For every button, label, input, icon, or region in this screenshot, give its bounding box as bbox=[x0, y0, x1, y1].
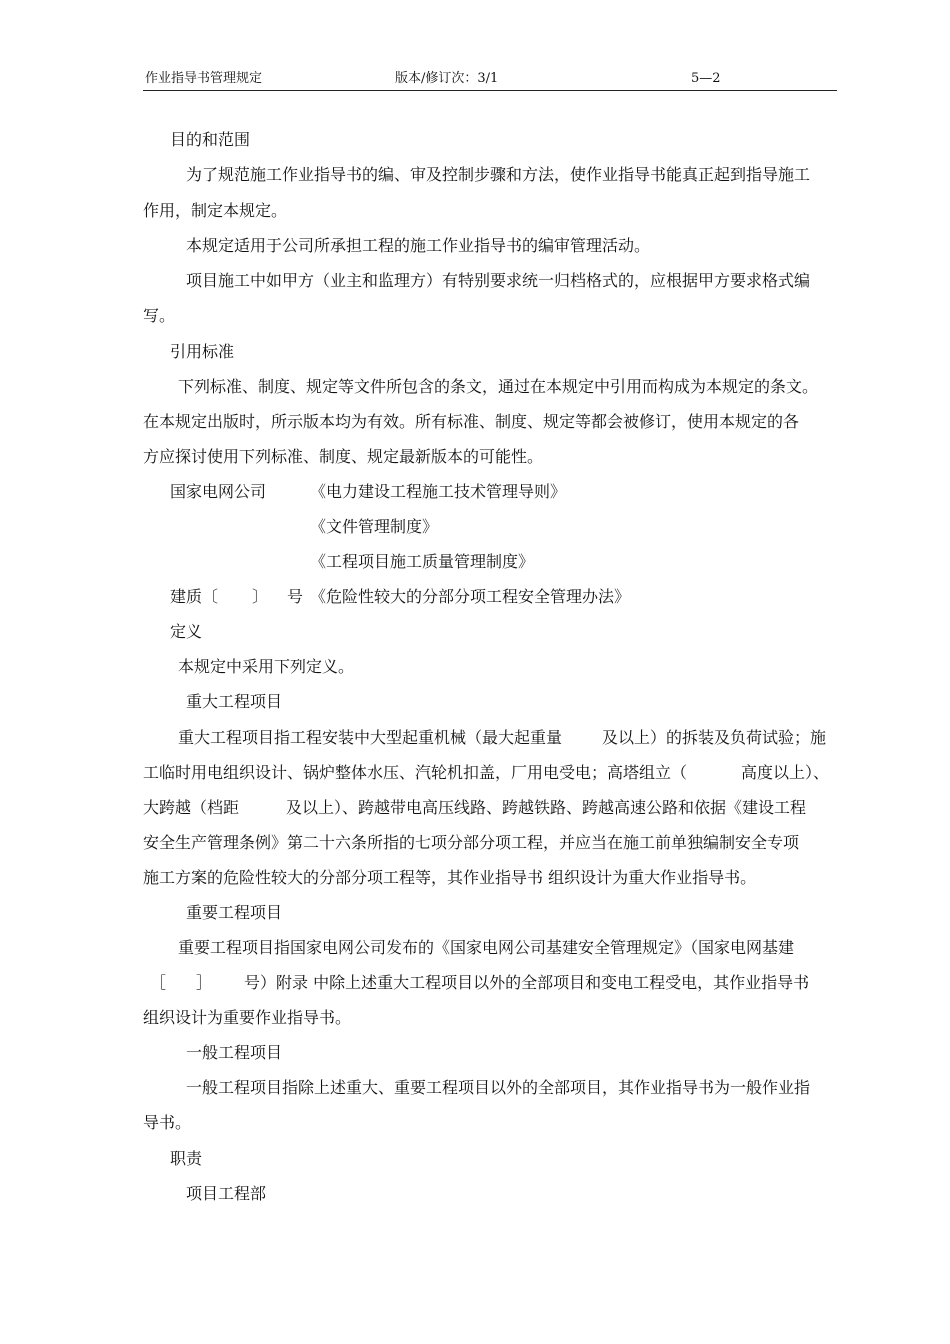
major-line-5: 施工方案的危险性较大的分部分项工程等，其作业指导书 组织设计为重大作业指导书。 bbox=[143, 868, 757, 887]
major-line-2b: 高度以上）、 bbox=[741, 763, 830, 782]
page-header bbox=[143, 70, 837, 91]
general-line-1: 一般工程项目指除上述重大、重要工程项目以外的全部项目，其作业指导书为一般作业指 bbox=[186, 1078, 811, 1097]
header-page-number: 5—2 bbox=[691, 71, 721, 86]
jianzhi-hao: 号 bbox=[287, 587, 304, 606]
references-paragraph-line-2: 在本规定出版时，所示版本均为有效。所有标准、制度、规定等都会被修订，使用本规定的各 bbox=[143, 412, 800, 431]
purpose-paragraph-3-line-1: 项目施工中如甲方（业主和监理方）有特别要求统一归档格式的，应根据甲方要求格式编 bbox=[186, 271, 811, 290]
header-doc-title: 作业指导书管理规定 bbox=[145, 71, 263, 86]
subheading-general-project: 一般工程项目 bbox=[186, 1043, 283, 1062]
subheading-important-project: 重要工程项目 bbox=[186, 903, 283, 922]
subheading-project-department: 项目工程部 bbox=[186, 1184, 267, 1203]
section-heading-definitions: 定义 bbox=[170, 622, 203, 641]
important-line-2b: ］ bbox=[196, 973, 213, 992]
section-heading-purpose: 目的和范围 bbox=[170, 130, 251, 149]
section-heading-references: 引用标准 bbox=[170, 342, 235, 361]
references-paragraph-line-3: 方应探讨使用下列标准、制度、规定最新版本的可能性。 bbox=[143, 447, 544, 466]
important-line-2a: ［ bbox=[150, 973, 167, 992]
reference-issuer: 国家电网公司 bbox=[170, 482, 267, 501]
important-line-3: 组织设计为重要作业指导书。 bbox=[143, 1008, 352, 1027]
reference-title: 《工程项目施工质量管理制度》 bbox=[310, 552, 535, 571]
references-paragraph-line-1: 下列标准、制度、规定等文件所包含的条文，通过在本规定中引用而构成为本规定的条文。 bbox=[178, 377, 819, 396]
purpose-paragraph-2: 本规定适用于公司所承担工程的施工作业指导书的编审管理活动。 bbox=[186, 236, 651, 255]
major-line-1a: 重大工程项目指工程安装中大型起重机械（最大起重量 bbox=[178, 728, 563, 747]
purpose-paragraph-1-line-1: 为了规范施工作业指导书的编、审及控制步骤和方法，使作业指导书能真正起到指导施工 bbox=[186, 165, 811, 184]
jianzhi-title: 《危险性较大的分部分项工程安全管理办法》 bbox=[310, 587, 631, 606]
purpose-paragraph-1-line-2: 作用，制定本规定。 bbox=[143, 201, 288, 220]
major-line-3a: 大跨越（档距 bbox=[143, 798, 240, 817]
important-line-2c: 号）附录 中除上述重大工程项目以外的全部项目和变电工程受电，其作业指导书 bbox=[244, 973, 810, 992]
reference-title: 《电力建设工程施工技术管理导则》 bbox=[310, 482, 567, 501]
jianzhi-prefix: 建质〔 bbox=[170, 587, 219, 606]
reference-title: 《文件管理制度》 bbox=[310, 517, 439, 536]
subheading-major-project: 重大工程项目 bbox=[186, 692, 283, 711]
purpose-paragraph-3-line-2: 写。 bbox=[143, 306, 176, 325]
major-line-2a: 工临时用电组织设计、锅炉整体水压、汽轮机扣盖，厂用电受电；高塔组立（ bbox=[143, 763, 688, 782]
section-heading-duties: 职责 bbox=[170, 1149, 203, 1168]
definitions-intro: 本规定中采用下列定义。 bbox=[178, 657, 355, 676]
major-line-3b: 及以上）、跨越带电高压线路、跨越铁路、跨越高速公路和依据《建设工程 bbox=[286, 798, 807, 817]
jianzhi-bracket-close: 〕 bbox=[252, 587, 269, 606]
major-line-4: 安全生产管理条例》第二十六条所指的七项分部分项工程，并应当在施工前单独编制安全专项 bbox=[143, 833, 800, 852]
major-line-1b: 及以上）的拆装及负荷试验；施 bbox=[602, 728, 827, 747]
important-line-1: 重要工程项目指国家电网公司发布的《国家电网公司基建安全管理规定》（国家电网基建 bbox=[178, 938, 795, 957]
general-line-2: 导书。 bbox=[143, 1113, 192, 1132]
header-version: 版本/修订次：3/1 bbox=[395, 71, 499, 86]
